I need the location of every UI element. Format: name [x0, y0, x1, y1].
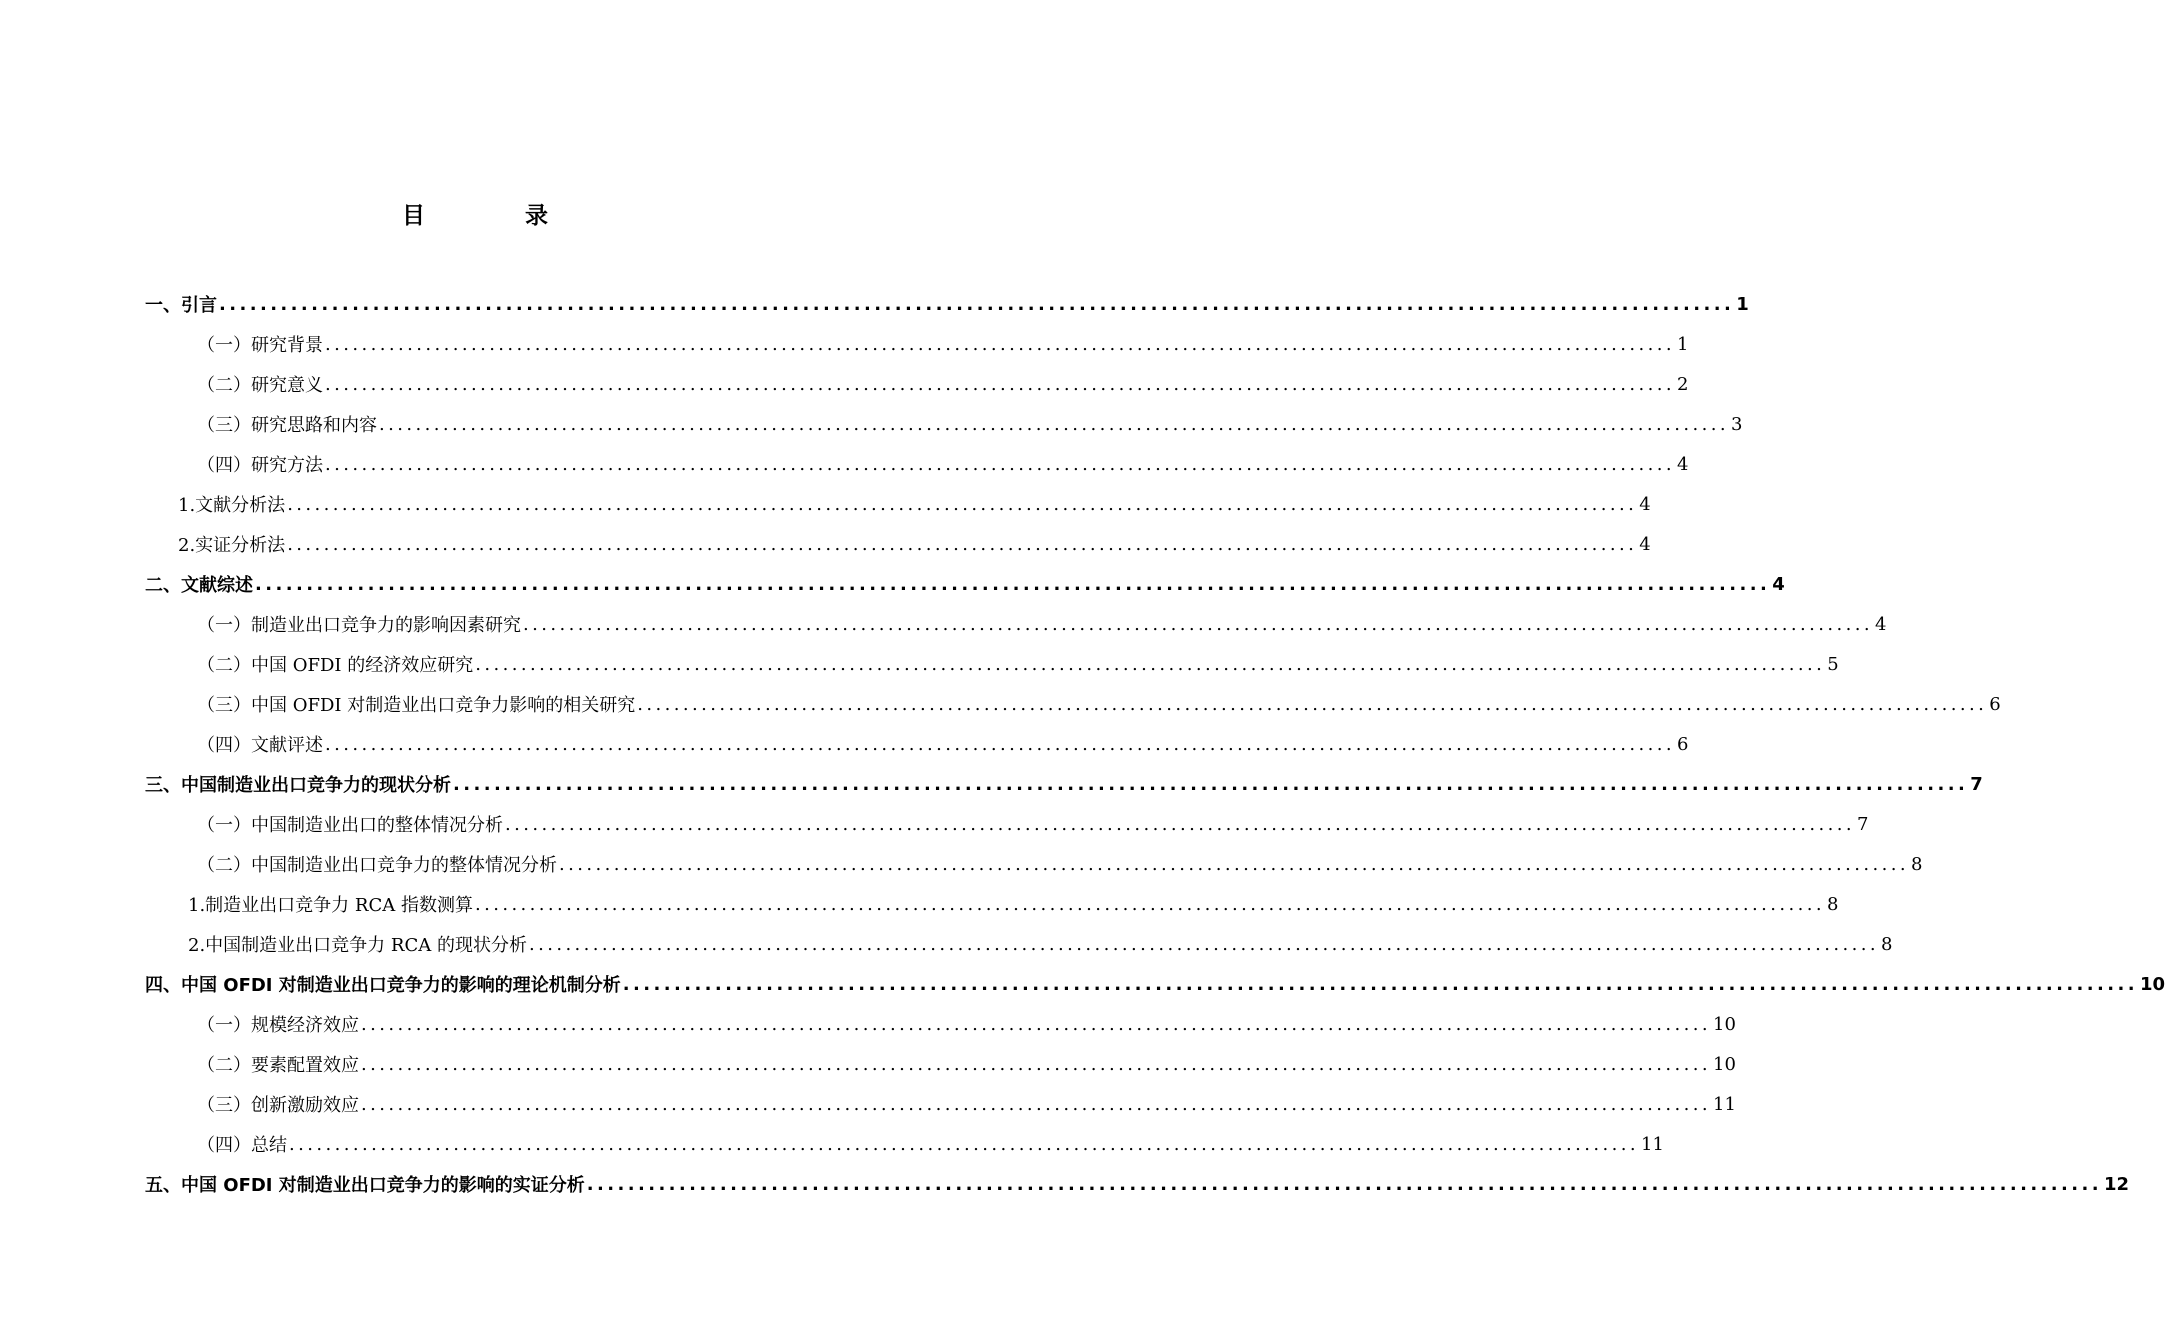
dot-leader: .................................................................................................................................................... [325, 373, 1676, 395]
toc-entry-label: 五、中国 OFDI 对制造业出口竞争力的影响的实证分析 [145, 1175, 585, 1196]
dot-leader: .................................................................................................................................................... [622, 973, 2138, 995]
toc-entry-page: 8 [1911, 853, 1923, 875]
toc-entry[interactable] [145, 364, 1689, 404]
toc-entry[interactable] [145, 924, 1893, 964]
dot-leader: .................................................................................................................................................... [289, 1133, 1640, 1155]
toc-entry-label: 2.实证分析法 [178, 535, 286, 556]
toc-entry-label: 2.中国制造业出口竞争力 RCA 的现状分析 [188, 935, 527, 956]
dot-leader: .................................................................................................................................................... [325, 453, 1676, 475]
dot-leader: .................................................................................................................................................... [325, 733, 1676, 755]
toc-entry-page: 7 [1857, 813, 1869, 835]
dot-leader: .................................................................................................................................................... [255, 573, 1771, 595]
table-of-contents [145, 284, 2165, 1204]
toc-entry-page: 4 [1639, 533, 1651, 555]
toc-entry-label: （一）研究背景 [197, 335, 323, 356]
toc-entry[interactable] [145, 604, 1887, 644]
dot-leader: .................................................................................................................................................... [287, 493, 1638, 515]
toc-entry-label: （四）总结 [197, 1135, 287, 1156]
dot-leader: .................................................................................................................................................... [453, 773, 1969, 795]
toc-entry[interactable] [145, 844, 1923, 884]
toc-entry-label: （二）中国 OFDI 的经济效应研究 [197, 655, 474, 676]
dot-leader: .................................................................................................................................................... [379, 413, 1730, 435]
toc-entry-page: 12 [2104, 1173, 2130, 1195]
toc-entry[interactable] [145, 1084, 1736, 1124]
dot-leader: .................................................................................................................................................... [474, 893, 1825, 915]
dot-leader: .................................................................................................................................................... [361, 1013, 1712, 1035]
dot-leader: .................................................................................................................................................... [528, 933, 1879, 955]
dot-leader: .................................................................................................................................................... [586, 1173, 2102, 1195]
toc-entry[interactable] [145, 724, 1689, 764]
toc-entry-page: 6 [1989, 693, 2001, 715]
dot-leader: .................................................................................................................................................... [287, 533, 1638, 555]
toc-entry-label: （三）研究思路和内容 [197, 415, 377, 436]
toc-entry-label: （四）文献评述 [197, 735, 323, 756]
toc-entry-label: （四）研究方法 [197, 455, 323, 476]
toc-entry-label: （一）制造业出口竞争力的影响因素研究 [197, 615, 521, 636]
toc-entry-label: 二、文献综述 [145, 575, 253, 596]
toc-entry[interactable] [145, 324, 1689, 364]
dot-leader: .................................................................................................................................................... [637, 693, 1988, 715]
toc-entry-label: 四、中国 OFDI 对制造业出口竞争力的影响的理论机制分析 [145, 975, 621, 996]
dot-leader: .................................................................................................................................................... [505, 813, 1856, 835]
toc-entry[interactable] [145, 404, 1743, 444]
toc-entry-label: 1.文献分析法 [178, 495, 286, 516]
dot-leader: .................................................................................................................................................... [361, 1093, 1712, 1115]
toc-entry-label: 三、中国制造业出口竞争力的现状分析 [145, 775, 451, 796]
toc-entry-page: 4 [1875, 613, 1887, 635]
toc-entry-label: （三）中国 OFDI 对制造业出口竞争力影响的相关研究 [197, 695, 636, 716]
toc-entry[interactable] [145, 1164, 2130, 1204]
toc-entry[interactable] [145, 524, 1651, 564]
dot-leader: .................................................................................................................................................... [475, 653, 1826, 675]
toc-entry-label: （二）中国制造业出口竞争力的整体情况分析 [197, 855, 557, 876]
toc-entry[interactable] [145, 1004, 1736, 1044]
toc-entry-page: 8 [1880, 933, 1893, 955]
toc-entry[interactable] [145, 884, 1839, 924]
toc-entry-page: 4 [1639, 493, 1651, 515]
toc-entry-page: 4 [1677, 453, 1689, 475]
toc-entry-label: （一）规模经济效应 [197, 1015, 359, 1036]
toc-entry-page: 1 [1677, 333, 1689, 355]
dot-leader: .................................................................................................................................................... [361, 1053, 1712, 1075]
toc-entry-page: 10 [1713, 1053, 1736, 1075]
toc-entry[interactable] [145, 644, 1839, 684]
toc-entry-page: 7 [1970, 773, 1983, 795]
toc-entry-label: （三）创新激励效应 [197, 1095, 359, 1116]
toc-entry-label: （二）研究意义 [197, 375, 323, 396]
toc-entry-label: （二）要素配置效应 [197, 1055, 359, 1076]
dot-leader: .................................................................................................................................................... [559, 853, 1910, 875]
toc-entry-page: 8 [1826, 893, 1839, 915]
toc-entry[interactable] [145, 684, 2001, 724]
toc-entry-page: 10 [1713, 1013, 1736, 1035]
toc-entry-page: 4 [1772, 573, 1785, 595]
dot-leader: .................................................................................................................................................... [523, 613, 1874, 635]
toc-entry[interactable] [145, 764, 1983, 804]
toc-entry-page: 2 [1677, 373, 1689, 395]
toc-entry[interactable] [145, 484, 1651, 524]
toc-entry-label: 一、引言 [145, 295, 217, 316]
toc-entry[interactable] [145, 964, 2165, 1004]
toc-entry-page: 11 [1641, 1133, 1664, 1155]
page-title: 目 录 [401, 203, 594, 229]
dot-leader: .................................................................................................................................................... [325, 333, 1676, 355]
toc-entry-page: 11 [1713, 1093, 1736, 1115]
toc-entry-label: 1.制造业出口竞争力 RCA 指数测算 [188, 895, 473, 916]
toc-entry-page: 10 [2140, 973, 2165, 995]
toc-entry[interactable] [145, 444, 1689, 484]
toc-entry[interactable] [145, 1044, 1736, 1084]
toc-entry[interactable] [145, 1124, 1664, 1164]
toc-entry[interactable] [145, 804, 1869, 844]
toc-entry-page: 5 [1827, 653, 1839, 675]
dot-leader: .................................................................................................................................................... [219, 293, 1735, 315]
toc-entry-label: （一）中国制造业出口的整体情况分析 [197, 815, 503, 836]
toc-entry-page: 6 [1677, 733, 1689, 755]
toc-entry-page: 3 [1731, 413, 1743, 435]
toc-entry[interactable] [145, 564, 1785, 604]
toc-entry[interactable] [145, 284, 1749, 324]
toc-entry-page: 1 [1736, 293, 1749, 315]
